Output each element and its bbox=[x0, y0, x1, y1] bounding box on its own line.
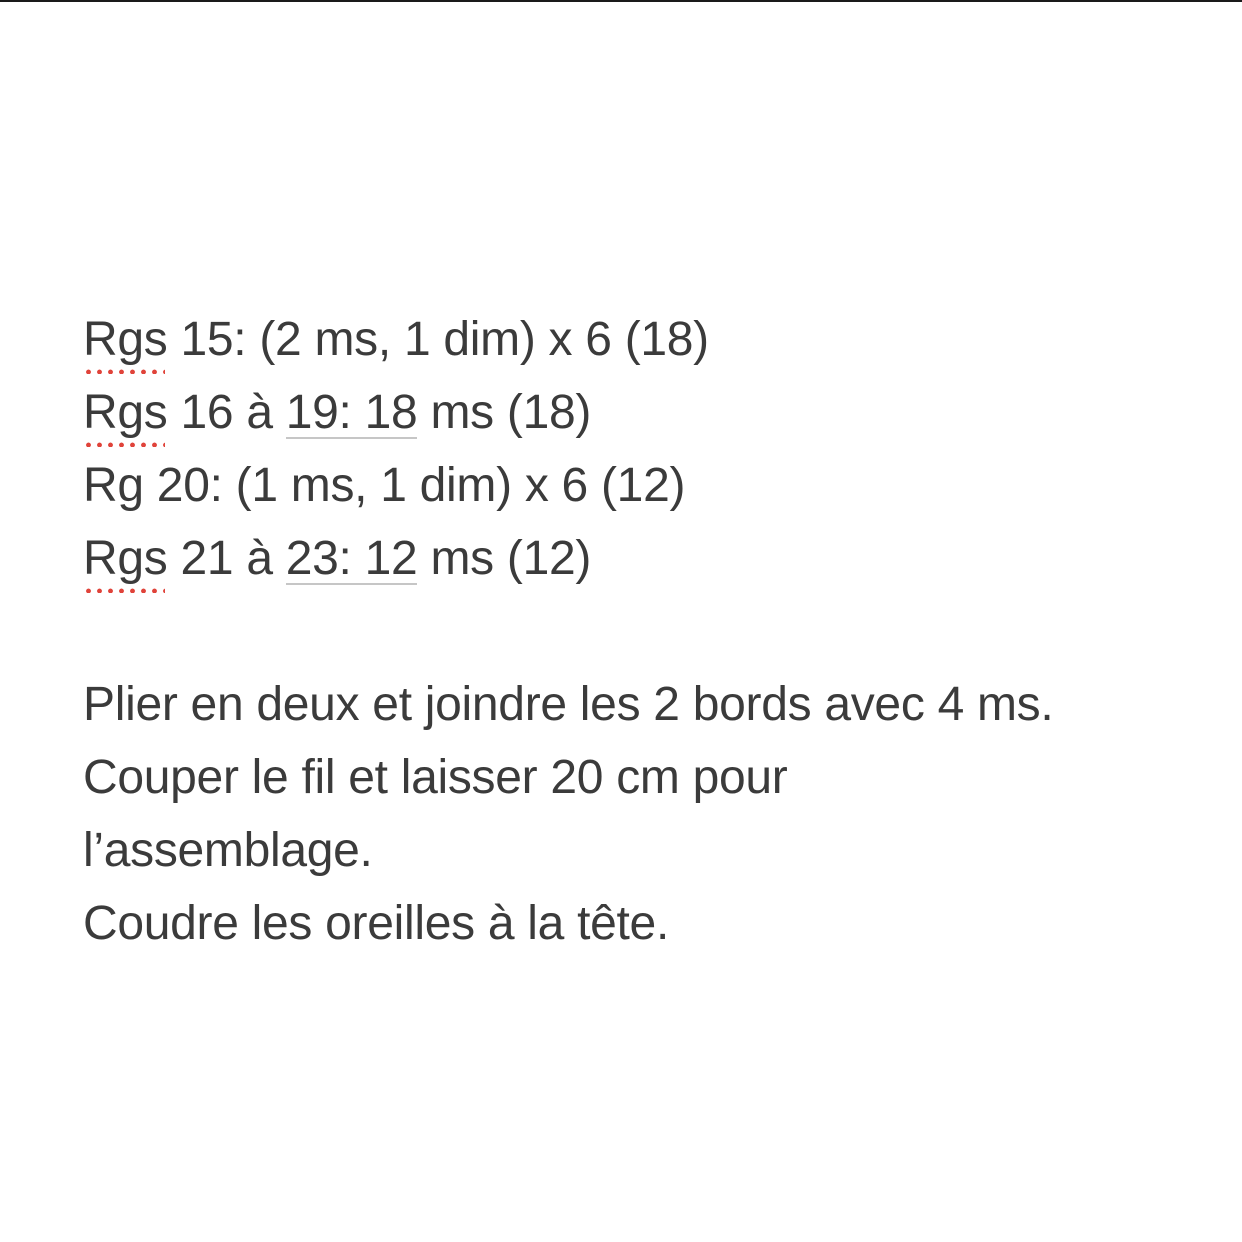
top-divider bbox=[0, 0, 1242, 2]
row-21-23-suffix: ms (12) bbox=[417, 532, 592, 585]
detected-data-link[interactable]: 19: 18 bbox=[285, 386, 418, 439]
row-15-line bbox=[83, 303, 1203, 376]
row-15-text: 15: (2 ms, 1 dim) x 6 (18) bbox=[167, 313, 709, 366]
instruction-line: l’assemblage. bbox=[83, 824, 373, 877]
misspelled-word[interactable]: Rgs bbox=[83, 303, 167, 376]
note-text-area[interactable] bbox=[83, 303, 1203, 960]
instruction-line: Plier en deux et joindre les 2 bords avec 4 ms. bbox=[83, 678, 1054, 731]
row-21-23-line bbox=[83, 522, 1203, 595]
detected-data-link[interactable]: 23: 12 bbox=[285, 532, 418, 585]
row-20-line bbox=[83, 449, 1203, 522]
row-16-19-suffix: ms (18) bbox=[417, 386, 592, 439]
misspelled-word[interactable]: Rgs bbox=[83, 522, 167, 595]
row-21-23-text: 21 à bbox=[167, 532, 286, 585]
instruction-line: Coudre les oreilles à la tête. bbox=[83, 897, 669, 950]
row-16-19-text: 16 à bbox=[167, 386, 286, 439]
row-20-text: Rg 20: (1 ms, 1 dim) x 6 (12) bbox=[83, 459, 686, 512]
row-16-19-line bbox=[83, 376, 1203, 449]
misspelled-word[interactable]: Rgs bbox=[83, 376, 167, 449]
instruction-line: Couper le fil et laisser 20 cm pour bbox=[83, 751, 788, 804]
empty-line bbox=[83, 595, 1203, 668]
